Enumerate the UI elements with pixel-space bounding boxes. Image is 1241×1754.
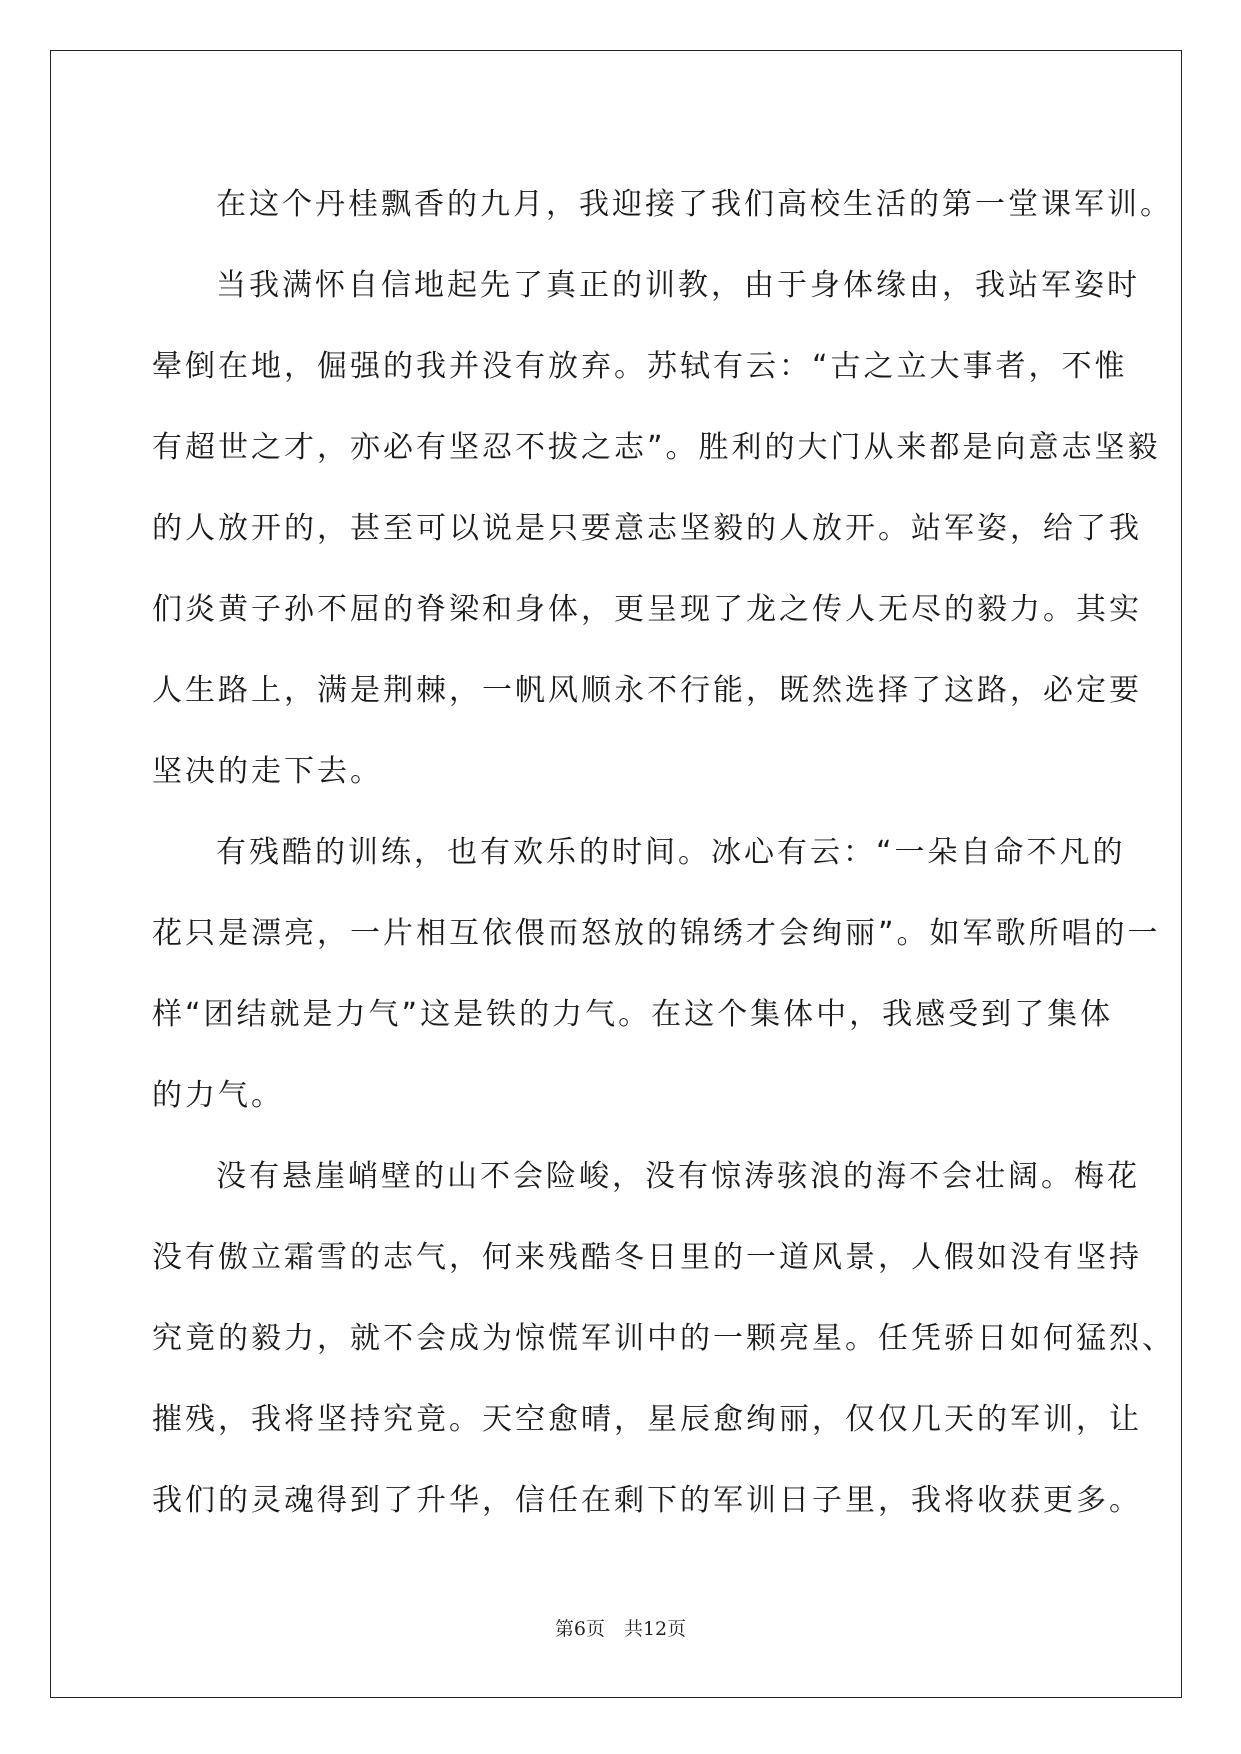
- paragraph-2-line-4: 的人放开的，甚至可以说是只要意志坚毅的人放开。站军姿，给了我: [152, 511, 1142, 546]
- paragraph-2-line-1: 当我满怀自信地起先了真正的训教，由于身体缘由，我站军姿时: [216, 268, 1140, 303]
- paragraph-2-line-7: 坚决的走下去。: [152, 754, 383, 789]
- paragraph-4-line-5: 我们的灵魂得到了升华，信任在剩下的军训日子里，我将收获更多。: [152, 1483, 1142, 1518]
- page-number-footer: 第6页 共12页: [554, 1618, 687, 1640]
- paragraph-4-line-4: 摧残，我将坚持究竟。天空愈晴，星辰愈绚丽，仅仅几天的军训，让: [152, 1402, 1142, 1437]
- paragraph-2-line-3: 有超世之才，亦必有坚忍不拔之志”。胜利的大门从来都是向意志坚毅: [152, 430, 1161, 465]
- paragraph-3-line-4: 的力气。: [152, 1078, 284, 1113]
- paragraph-2-line-5: 们炎黄子孙不屈的脊梁和身体，更呈现了龙之传人无尽的毅力。其实: [152, 592, 1142, 627]
- paragraph-3-line-2: 花只是漂亮，一片相互依偎而怒放的锦绣才会绚丽”。如军歌所唱的一: [152, 916, 1161, 951]
- paragraph-2-line-2: 晕倒在地，倔强的我并没有放弃。苏轼有云：“古之立大事者，不惟: [152, 349, 1128, 384]
- paragraph-2-line-6: 人生路上，满是荆棘，一帆风顺永不行能，既然选择了这路，必定要: [152, 673, 1142, 708]
- paragraph-3-line-3: 样“团结就是力气”这是铁的力气。在这个集体中，我感受到了集体: [152, 997, 1114, 1032]
- paragraph-4-line-1: 没有悬崖峭壁的山不会险峻，没有惊涛骇浪的海不会壮阔。梅花: [216, 1159, 1140, 1194]
- document-body: [152, 164, 1175, 1541]
- paragraph-3-line-1: 有残酷的训练，也有欢乐的时间。冰心有云：“一朵自命不凡的: [216, 835, 1126, 870]
- paragraph-1-line-1: 在这个丹桂飘香的九月，我迎接了我们高校生活的第一堂课军训。: [216, 187, 1173, 222]
- paragraph-4-line-3: 究竟的毅力，就不会成为惊慌军训中的一颗亮星。任凭骄日如何猛烈、: [152, 1321, 1175, 1356]
- paragraph-4-line-2: 没有傲立霜雪的志气，何来残酷冬日里的一道风景，人假如没有坚持: [152, 1240, 1142, 1275]
